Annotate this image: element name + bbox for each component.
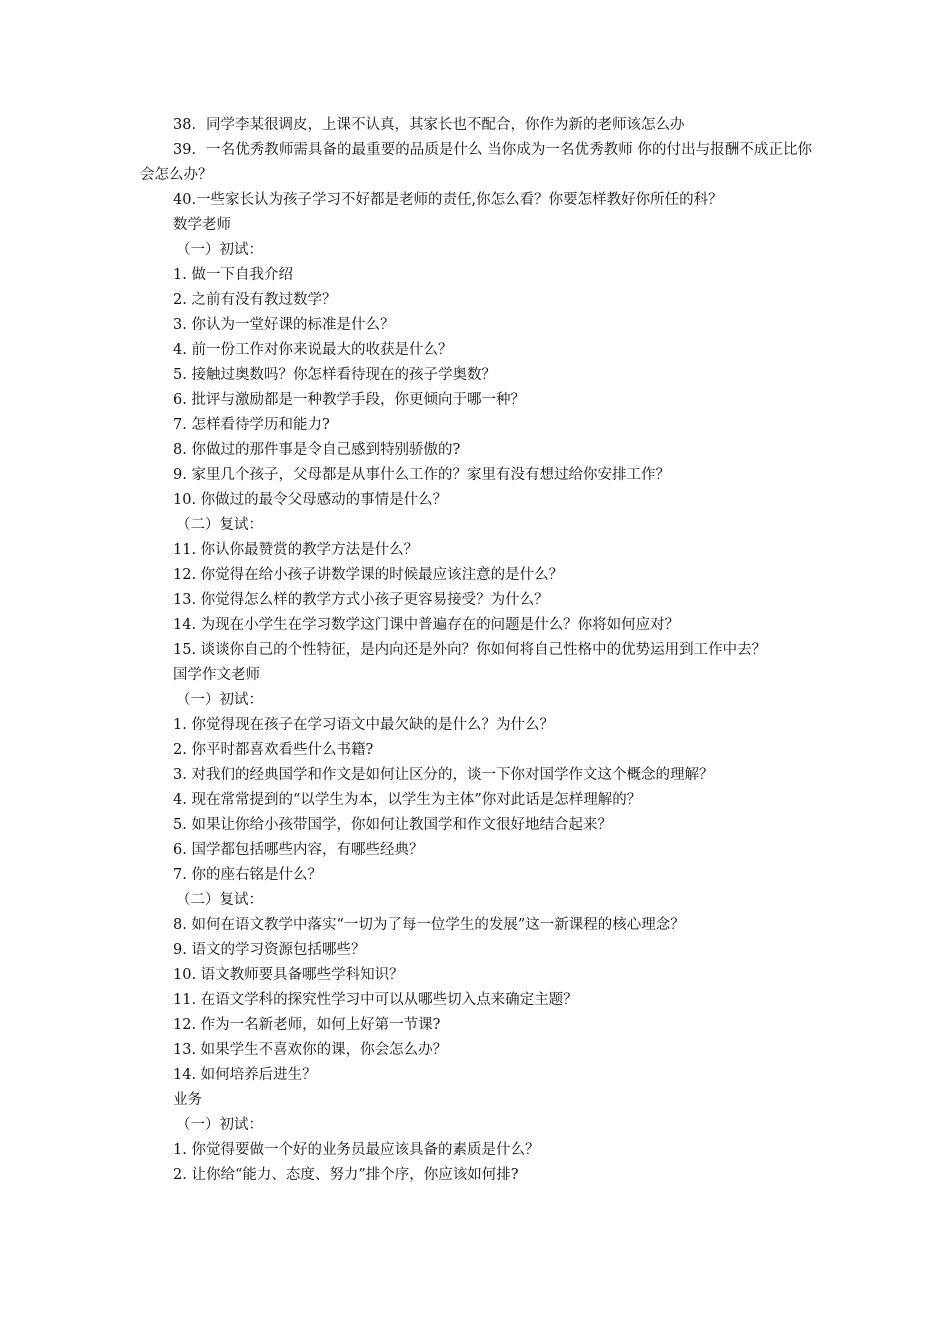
list-item: 8. 你做过的那件事是令自己感到特别骄傲的? [173,442,461,458]
document-page [140,113,812,1188]
list-item: 12. 你觉得在给小孩子讲数学课的时候最应该注意的是什么？ [173,567,564,583]
list-item: 3. 对我们的经典国学和作文是如何让区分的，谈一下你对国学作文这个概念的理解？ [173,767,714,783]
section-title-chinese: 国学作文老师 [173,667,260,683]
list-item: 12. 作为一名新老师，如何上好第一节课? [173,1017,441,1033]
list-item: 2. 让你给“能力、态度、努力”排个序，你应该如何排? [173,1167,519,1183]
section-title-math: 数学老师 [173,217,231,233]
list-item: 8. 如何在语文教学中落实“一切为了每一位学生的发展”这一新课程的核心理念？ [173,917,685,933]
list-item: 14. 如何培养后进生？ [173,1067,317,1083]
list-item: 10. 你做过的最令父母感动的事情是什么？ [173,492,448,508]
list-item: 9. 家里几个孩子，父母都是从事什么工作的？家里有没有想过给你安排工作？ [173,467,670,483]
list-item: 13. 如果学生不喜欢你的课，你会怎么办？ [173,1042,448,1058]
list-item: 4. 现在常常提到的“以学生为本，以学生为主体”你对此话是怎样理解的？ [173,792,642,808]
list-item: 1. 做一下自我介绍 [173,267,293,283]
list-item: 6. 批评与激励都是一种教学手段，你更倾向于哪一种？ [173,392,525,408]
list-item: 1. 你觉得要做一个好的业务员最应该具备的素质是什么？ [173,1142,540,1158]
question-39: 39．一名优秀教师需具备的最重要的品质是什么 当你成为一名优秀教师 你的付出与报酬不成正比你会怎么办？ [140,142,812,183]
list-item: 11. 在语文学科的探究性学习中可以从哪些切入点来确定主题？ [173,992,578,1008]
list-item: 2. 你平时都喜欢看些什么书籍? [173,742,374,758]
list-item: 4. 前一份工作对你来说最大的收获是什么？ [173,342,453,358]
math-round1-heading: （一）初试： [176,242,263,258]
math-round2-heading: （二）复试： [176,517,263,533]
sales-round1-heading: （一）初试： [176,1117,263,1133]
list-item: 15. 谈谈你自己的个性特征，是内向还是外向？你如何将自己性格中的优势运用到工作中去？ [173,642,767,658]
list-item: 5. 接触过奥数吗？你怎样看待现在的孩子学奥数？ [173,367,496,383]
list-item: 3. 你认为一堂好课的标准是什么？ [173,317,395,333]
list-item: 6. 国学都包括哪些内容，有哪些经典？ [173,842,424,858]
list-item: 1. 你觉得现在孩子在学习语文中最欠缺的是什么？为什么？ [173,717,554,733]
list-item: 13. 你觉得怎么样的教学方式小孩子更容易接受？为什么？ [173,592,549,608]
chinese-round1-heading: （一）初试： [176,692,263,708]
list-item: 14. 为现在小学生在学习数学这门课中普遍存在的问题是什么？你将如何应对？ [173,617,680,633]
question-40: 40.一些家长认为孩子学习不好都是老师的责任,你怎么看？你要怎样教好你所任的科？ [173,192,723,208]
list-item: 10. 语文教师要具备哪些学科知识？ [173,967,404,983]
list-item: 7. 怎样看待学历和能力? [173,417,330,433]
list-item: 5. 如果让你给小孩带国学，你如何让教国学和作文很好地结合起来？ [173,817,612,833]
question-38: 38．同学李某很调皮，上课不认真，其家长也不配合，你作为新的老师该怎么办 [173,117,685,133]
list-item: 9. 语文的学习资源包括哪些？ [173,942,366,958]
list-item: 11. 你认你最赞赏的教学方法是什么？ [173,542,419,558]
list-item: 2. 之前有没有教过数学？ [173,292,337,308]
list-item: 7. 你的座右铭是什么？ [173,867,322,883]
chinese-round2-heading: （二）复试： [176,892,263,908]
section-title-sales: 业务 [173,1092,202,1108]
